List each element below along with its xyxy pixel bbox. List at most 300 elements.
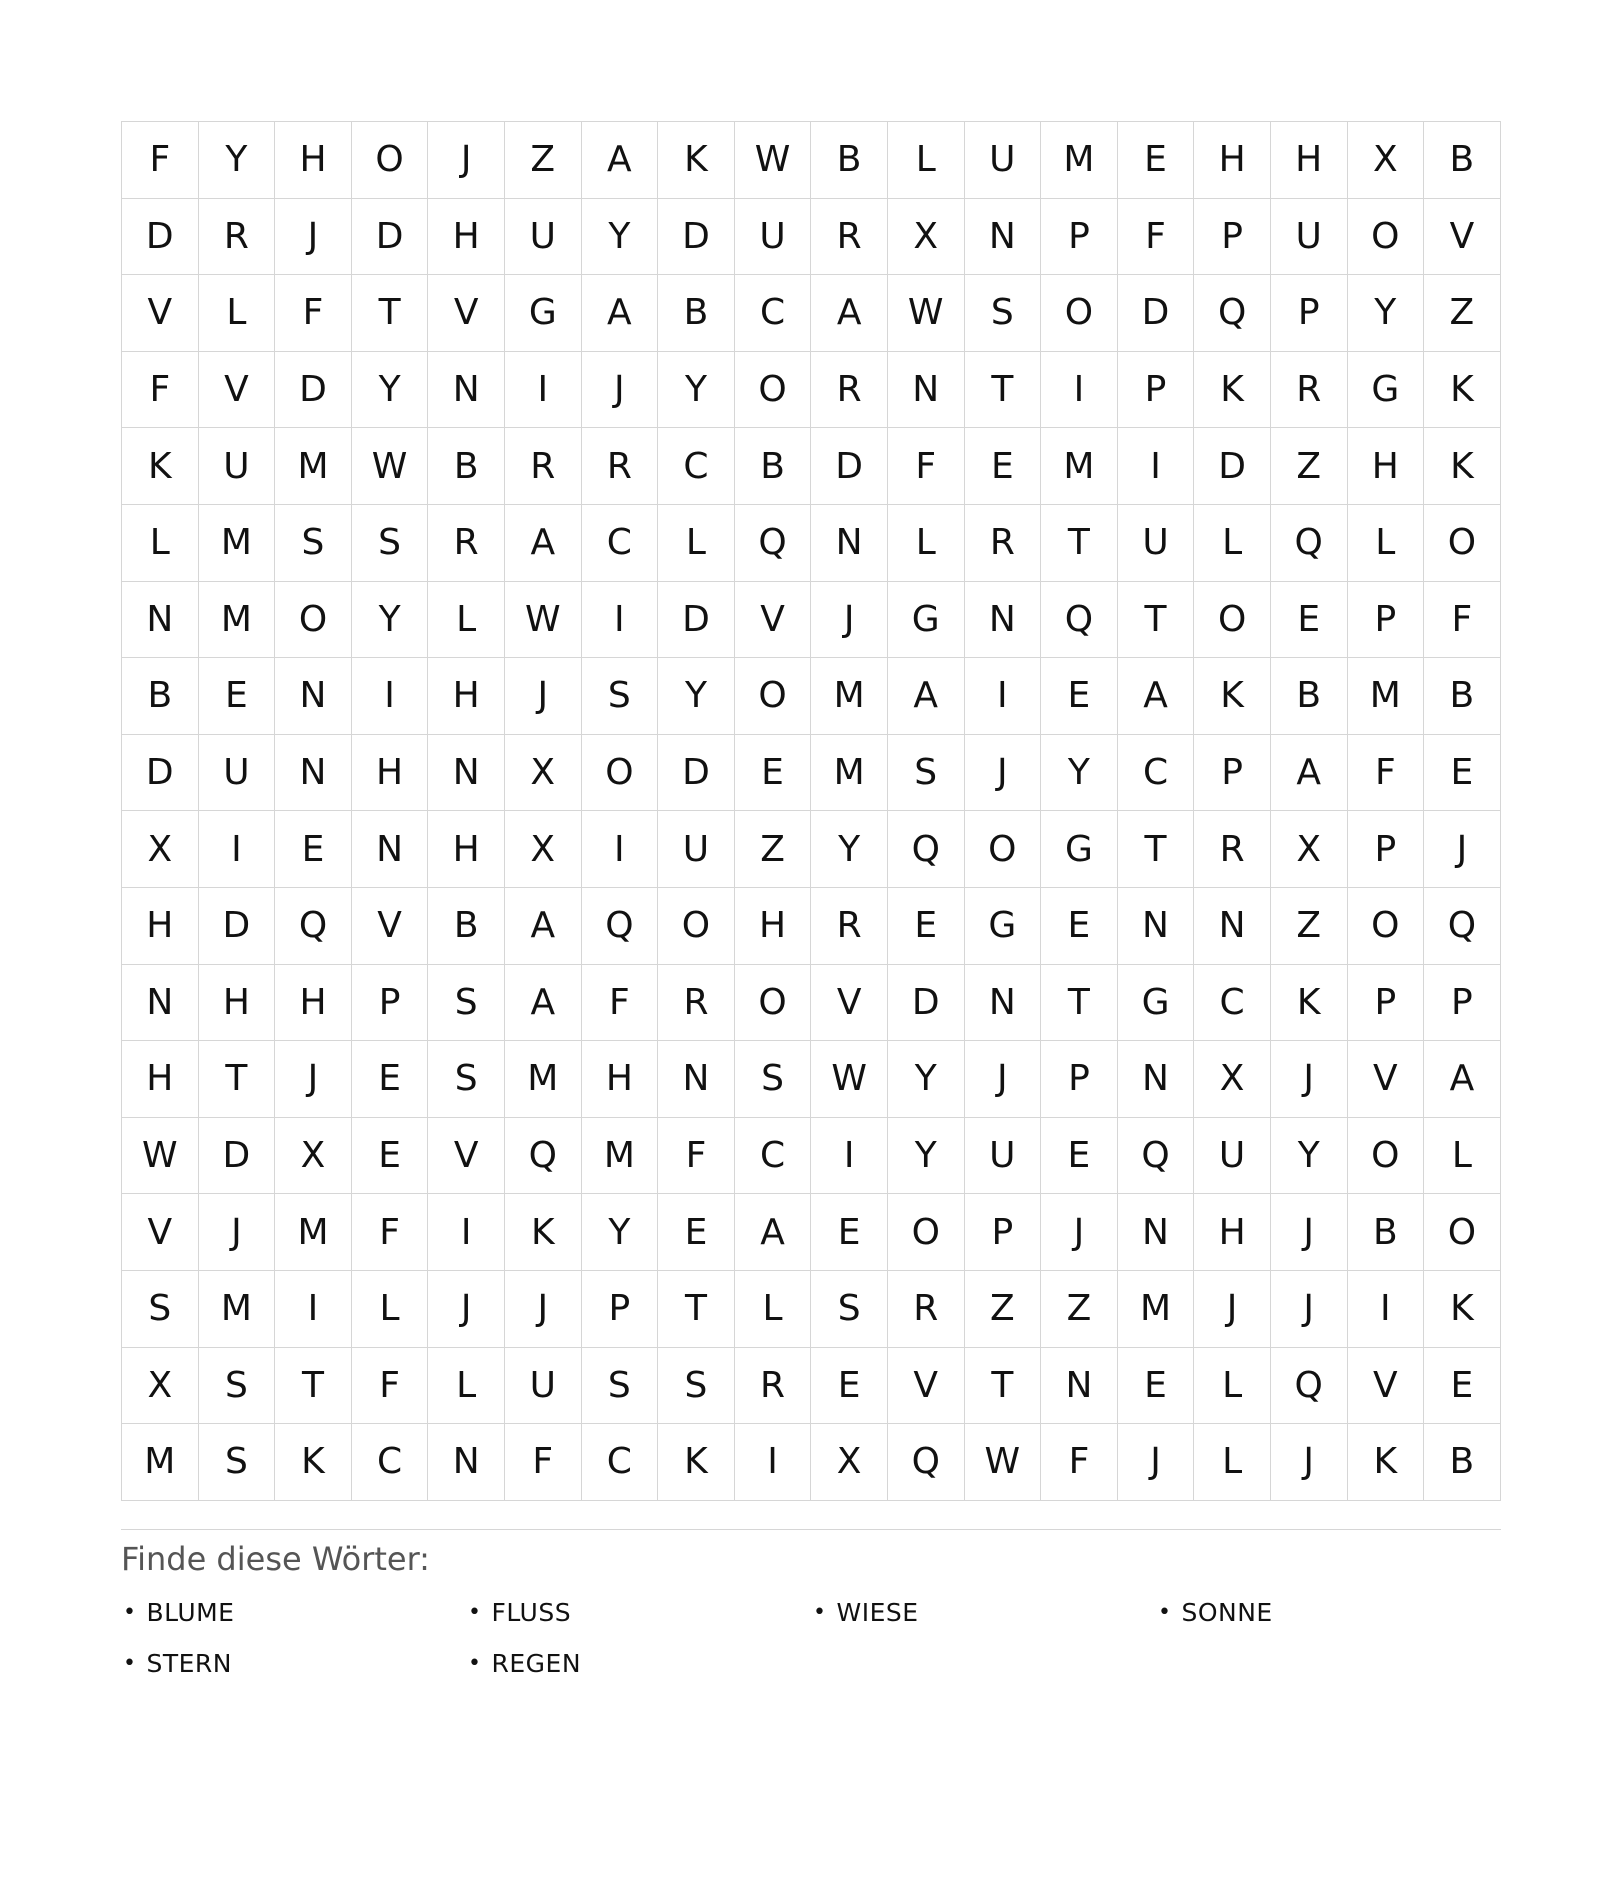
grid-cell[interactable]: Y — [658, 352, 735, 429]
grid-cell[interactable]: L — [1194, 505, 1271, 582]
grid-cell[interactable]: A — [811, 275, 888, 352]
grid-cell[interactable]: A — [1118, 658, 1195, 735]
grid-cell[interactable]: T — [275, 1348, 352, 1425]
grid-cell[interactable]: Q — [582, 888, 659, 965]
grid-cell[interactable]: D — [199, 888, 276, 965]
grid-cell[interactable]: D — [122, 199, 199, 276]
grid-cell[interactable]: Z — [1271, 888, 1348, 965]
grid-cell[interactable]: Y — [811, 811, 888, 888]
grid-cell[interactable]: J — [811, 582, 888, 659]
grid-cell[interactable]: R — [811, 352, 888, 429]
grid-cell[interactable]: O — [1194, 582, 1271, 659]
grid-cell[interactable]: I — [275, 1271, 352, 1348]
grid-cell[interactable]: D — [1194, 428, 1271, 505]
grid-cell[interactable]: X — [505, 735, 582, 812]
grid-cell[interactable]: L — [428, 582, 505, 659]
grid-cell[interactable]: V — [811, 965, 888, 1042]
grid-cell[interactable]: D — [888, 965, 965, 1042]
grid-cell[interactable]: H — [352, 735, 429, 812]
grid-cell[interactable]: O — [1348, 199, 1425, 276]
grid-cell[interactable]: A — [1424, 1041, 1501, 1118]
grid-cell[interactable]: S — [199, 1424, 276, 1501]
grid-cell[interactable]: A — [888, 658, 965, 735]
grid-cell[interactable]: X — [275, 1118, 352, 1195]
grid-cell[interactable]: N — [428, 352, 505, 429]
grid-cell[interactable]: S — [582, 658, 659, 735]
grid-cell[interactable]: G — [1118, 965, 1195, 1042]
grid-cell[interactable]: H — [122, 1041, 199, 1118]
grid-cell[interactable]: Z — [965, 1271, 1042, 1348]
grid-cell[interactable]: Y — [658, 658, 735, 735]
grid-cell[interactable]: H — [1271, 122, 1348, 199]
grid-cell[interactable]: R — [582, 428, 659, 505]
grid-cell[interactable]: J — [275, 199, 352, 276]
grid-cell[interactable]: M — [1041, 428, 1118, 505]
grid-cell[interactable]: B — [811, 122, 888, 199]
grid-cell[interactable]: D — [122, 735, 199, 812]
grid-cell[interactable]: E — [965, 428, 1042, 505]
grid-cell[interactable]: K — [122, 428, 199, 505]
grid-cell[interactable]: U — [1194, 1118, 1271, 1195]
grid-cell[interactable]: U — [1118, 505, 1195, 582]
grid-cell[interactable]: B — [1424, 122, 1501, 199]
grid-cell[interactable]: T — [658, 1271, 735, 1348]
grid-cell[interactable]: R — [658, 965, 735, 1042]
grid-cell[interactable]: F — [122, 122, 199, 199]
grid-cell[interactable]: N — [1118, 1041, 1195, 1118]
grid-cell[interactable]: V — [428, 275, 505, 352]
grid-cell[interactable]: F — [1424, 582, 1501, 659]
grid-cell[interactable]: F — [888, 428, 965, 505]
grid-cell[interactable]: M — [1041, 122, 1118, 199]
grid-cell[interactable]: D — [1118, 275, 1195, 352]
grid-cell[interactable]: E — [1424, 735, 1501, 812]
grid-cell[interactable]: B — [428, 428, 505, 505]
grid-cell[interactable]: O — [658, 888, 735, 965]
grid-cell[interactable]: L — [1348, 505, 1425, 582]
grid-cell[interactable]: U — [735, 199, 812, 276]
grid-cell[interactable]: V — [1348, 1348, 1425, 1425]
grid-cell[interactable]: P — [352, 965, 429, 1042]
grid-cell[interactable]: C — [582, 1424, 659, 1501]
grid-cell[interactable]: S — [888, 735, 965, 812]
grid-cell[interactable]: Y — [888, 1041, 965, 1118]
grid-cell[interactable]: T — [965, 1348, 1042, 1425]
grid-cell[interactable]: O — [888, 1194, 965, 1271]
grid-cell[interactable]: Q — [735, 505, 812, 582]
grid-cell[interactable]: S — [428, 1041, 505, 1118]
grid-cell[interactable]: D — [199, 1118, 276, 1195]
grid-cell[interactable]: D — [352, 199, 429, 276]
grid-cell[interactable]: A — [1271, 735, 1348, 812]
grid-cell[interactable]: I — [428, 1194, 505, 1271]
grid-cell[interactable]: O — [965, 811, 1042, 888]
grid-cell[interactable]: C — [1118, 735, 1195, 812]
grid-cell[interactable]: Q — [888, 811, 965, 888]
grid-cell[interactable]: H — [122, 888, 199, 965]
grid-cell[interactable]: P — [1118, 352, 1195, 429]
grid-cell[interactable]: B — [1424, 1424, 1501, 1501]
grid-cell[interactable]: S — [428, 965, 505, 1042]
grid-cell[interactable]: Z — [1041, 1271, 1118, 1348]
grid-cell[interactable]: Q — [1271, 505, 1348, 582]
grid-cell[interactable]: R — [965, 505, 1042, 582]
grid-cell[interactable]: D — [275, 352, 352, 429]
grid-cell[interactable]: S — [811, 1271, 888, 1348]
grid-cell[interactable]: Z — [505, 122, 582, 199]
grid-cell[interactable]: J — [428, 122, 505, 199]
grid-cell[interactable]: W — [122, 1118, 199, 1195]
grid-cell[interactable]: E — [1118, 122, 1195, 199]
grid-cell[interactable]: K — [1271, 965, 1348, 1042]
grid-cell[interactable]: H — [199, 965, 276, 1042]
grid-cell[interactable]: L — [122, 505, 199, 582]
grid-cell[interactable]: N — [122, 582, 199, 659]
grid-cell[interactable]: F — [122, 352, 199, 429]
grid-cell[interactable]: N — [1194, 888, 1271, 965]
grid-cell[interactable]: I — [965, 658, 1042, 735]
grid-cell[interactable]: J — [582, 352, 659, 429]
grid-cell[interactable]: G — [965, 888, 1042, 965]
grid-cell[interactable]: I — [1118, 428, 1195, 505]
grid-cell[interactable]: W — [735, 122, 812, 199]
grid-cell[interactable]: S — [275, 505, 352, 582]
grid-cell[interactable]: T — [1041, 505, 1118, 582]
grid-cell[interactable]: J — [1041, 1194, 1118, 1271]
grid-cell[interactable]: E — [888, 888, 965, 965]
grid-cell[interactable]: M — [275, 1194, 352, 1271]
grid-cell[interactable]: R — [1194, 811, 1271, 888]
grid-cell[interactable]: O — [1041, 275, 1118, 352]
grid-cell[interactable]: Q — [1041, 582, 1118, 659]
grid-cell[interactable]: E — [1041, 888, 1118, 965]
grid-cell[interactable]: A — [505, 888, 582, 965]
grid-cell[interactable]: A — [735, 1194, 812, 1271]
grid-cell[interactable]: B — [658, 275, 735, 352]
grid-cell[interactable]: N — [428, 735, 505, 812]
grid-cell[interactable]: G — [505, 275, 582, 352]
grid-cell[interactable]: M — [811, 658, 888, 735]
grid-cell[interactable]: J — [1271, 1271, 1348, 1348]
grid-cell[interactable]: M — [1118, 1271, 1195, 1348]
grid-cell[interactable]: K — [1348, 1424, 1425, 1501]
grid-cell[interactable]: W — [811, 1041, 888, 1118]
grid-cell[interactable]: J — [1271, 1424, 1348, 1501]
grid-cell[interactable]: E — [811, 1194, 888, 1271]
grid-cell[interactable]: O — [735, 965, 812, 1042]
grid-cell[interactable]: L — [1424, 1118, 1501, 1195]
grid-cell[interactable]: K — [658, 122, 735, 199]
grid-cell[interactable]: M — [199, 505, 276, 582]
grid-cell[interactable]: G — [1348, 352, 1425, 429]
grid-cell[interactable]: M — [199, 582, 276, 659]
grid-cell[interactable]: R — [505, 428, 582, 505]
grid-cell[interactable]: I — [199, 811, 276, 888]
grid-cell[interactable]: P — [1348, 811, 1425, 888]
grid-cell[interactable]: B — [428, 888, 505, 965]
grid-cell[interactable]: O — [582, 735, 659, 812]
grid-cell[interactable]: V — [428, 1118, 505, 1195]
grid-cell[interactable]: I — [352, 658, 429, 735]
grid-cell[interactable]: I — [1041, 352, 1118, 429]
grid-cell[interactable]: Y — [1348, 275, 1425, 352]
grid-cell[interactable]: N — [275, 735, 352, 812]
grid-cell[interactable]: E — [658, 1194, 735, 1271]
grid-cell[interactable]: D — [811, 428, 888, 505]
grid-cell[interactable]: E — [1041, 1118, 1118, 1195]
grid-cell[interactable]: F — [1348, 735, 1425, 812]
grid-cell[interactable]: W — [352, 428, 429, 505]
grid-cell[interactable]: H — [275, 965, 352, 1042]
grid-cell[interactable]: C — [582, 505, 659, 582]
grid-cell[interactable]: V — [122, 1194, 199, 1271]
grid-cell[interactable]: X — [122, 1348, 199, 1425]
grid-cell[interactable]: R — [735, 1348, 812, 1425]
grid-cell[interactable]: C — [735, 1118, 812, 1195]
grid-cell[interactable]: O — [1348, 1118, 1425, 1195]
grid-cell[interactable]: M — [1348, 658, 1425, 735]
grid-cell[interactable]: K — [658, 1424, 735, 1501]
grid-cell[interactable]: I — [1348, 1271, 1425, 1348]
grid-cell[interactable]: O — [1424, 1194, 1501, 1271]
grid-cell[interactable]: C — [735, 275, 812, 352]
grid-cell[interactable]: E — [1041, 658, 1118, 735]
grid-cell[interactable]: T — [1041, 965, 1118, 1042]
grid-cell[interactable]: C — [352, 1424, 429, 1501]
grid-cell[interactable]: J — [199, 1194, 276, 1271]
grid-cell[interactable]: P — [965, 1194, 1042, 1271]
grid-cell[interactable]: F — [658, 1118, 735, 1195]
grid-cell[interactable]: X — [122, 811, 199, 888]
grid-cell[interactable]: V — [1424, 199, 1501, 276]
grid-cell[interactable]: J — [505, 1271, 582, 1348]
grid-cell[interactable]: S — [582, 1348, 659, 1425]
grid-cell[interactable]: O — [275, 582, 352, 659]
grid-cell[interactable]: V — [735, 582, 812, 659]
grid-cell[interactable]: U — [199, 735, 276, 812]
grid-cell[interactable]: T — [1118, 582, 1195, 659]
grid-cell[interactable]: L — [352, 1271, 429, 1348]
grid-cell[interactable]: R — [811, 199, 888, 276]
grid-cell[interactable]: U — [658, 811, 735, 888]
grid-cell[interactable]: T — [352, 275, 429, 352]
grid-cell[interactable]: U — [965, 1118, 1042, 1195]
grid-cell[interactable]: K — [275, 1424, 352, 1501]
grid-cell[interactable]: C — [1194, 965, 1271, 1042]
grid-cell[interactable]: X — [1271, 811, 1348, 888]
grid-cell[interactable]: J — [1271, 1194, 1348, 1271]
grid-cell[interactable]: N — [1118, 888, 1195, 965]
grid-cell[interactable]: E — [735, 735, 812, 812]
grid-cell[interactable]: P — [1271, 275, 1348, 352]
grid-cell[interactable]: N — [1118, 1194, 1195, 1271]
grid-cell[interactable]: L — [199, 275, 276, 352]
grid-cell[interactable]: M — [122, 1424, 199, 1501]
grid-cell[interactable]: H — [1194, 122, 1271, 199]
grid-cell[interactable]: D — [658, 582, 735, 659]
grid-cell[interactable]: E — [1271, 582, 1348, 659]
grid-cell[interactable]: Q — [1271, 1348, 1348, 1425]
grid-cell[interactable]: W — [505, 582, 582, 659]
grid-cell[interactable]: W — [888, 275, 965, 352]
grid-cell[interactable]: S — [122, 1271, 199, 1348]
grid-cell[interactable]: I — [582, 582, 659, 659]
grid-cell[interactable]: N — [965, 582, 1042, 659]
grid-cell[interactable]: R — [1271, 352, 1348, 429]
grid-cell[interactable]: H — [735, 888, 812, 965]
grid-cell[interactable]: T — [965, 352, 1042, 429]
grid-cell[interactable]: P — [1348, 965, 1425, 1042]
grid-cell[interactable]: Y — [888, 1118, 965, 1195]
grid-cell[interactable]: V — [1348, 1041, 1425, 1118]
grid-cell[interactable]: H — [1348, 428, 1425, 505]
grid-cell[interactable]: N — [275, 658, 352, 735]
grid-cell[interactable]: N — [965, 965, 1042, 1042]
grid-cell[interactable]: K — [505, 1194, 582, 1271]
grid-cell[interactable]: J — [965, 735, 1042, 812]
grid-cell[interactable]: Q — [888, 1424, 965, 1501]
grid-cell[interactable]: H — [1194, 1194, 1271, 1271]
grid-cell[interactable]: Y — [1041, 735, 1118, 812]
grid-cell[interactable]: N — [658, 1041, 735, 1118]
grid-cell[interactable]: K — [1194, 658, 1271, 735]
grid-cell[interactable]: U — [1271, 199, 1348, 276]
grid-cell[interactable]: S — [735, 1041, 812, 1118]
grid-cell[interactable]: S — [658, 1348, 735, 1425]
grid-cell[interactable]: F — [352, 1194, 429, 1271]
grid-cell[interactable]: X — [811, 1424, 888, 1501]
grid-cell[interactable]: B — [735, 428, 812, 505]
grid-cell[interactable]: S — [965, 275, 1042, 352]
grid-cell[interactable]: R — [811, 888, 888, 965]
grid-cell[interactable]: K — [1424, 428, 1501, 505]
grid-cell[interactable]: Y — [352, 352, 429, 429]
grid-cell[interactable]: R — [428, 505, 505, 582]
grid-cell[interactable]: Q — [1194, 275, 1271, 352]
grid-cell[interactable]: B — [1424, 658, 1501, 735]
grid-cell[interactable]: P — [1194, 735, 1271, 812]
grid-cell[interactable]: N — [811, 505, 888, 582]
grid-cell[interactable]: Y — [582, 199, 659, 276]
grid-cell[interactable]: O — [352, 122, 429, 199]
grid-cell[interactable]: J — [1271, 1041, 1348, 1118]
grid-cell[interactable]: K — [1424, 1271, 1501, 1348]
grid-cell[interactable]: V — [199, 352, 276, 429]
grid-cell[interactable]: V — [888, 1348, 965, 1425]
grid-cell[interactable]: J — [505, 658, 582, 735]
grid-cell[interactable]: T — [1118, 811, 1195, 888]
grid-cell[interactable]: N — [888, 352, 965, 429]
grid-cell[interactable]: I — [735, 1424, 812, 1501]
grid-cell[interactable]: M — [275, 428, 352, 505]
grid-cell[interactable]: K — [1194, 352, 1271, 429]
grid-cell[interactable]: S — [199, 1348, 276, 1425]
grid-cell[interactable]: F — [582, 965, 659, 1042]
grid-cell[interactable]: E — [811, 1348, 888, 1425]
grid-cell[interactable]: O — [1424, 505, 1501, 582]
grid-cell[interactable]: A — [505, 505, 582, 582]
grid-cell[interactable]: R — [199, 199, 276, 276]
grid-cell[interactable]: Q — [275, 888, 352, 965]
grid-cell[interactable]: E — [1118, 1348, 1195, 1425]
grid-cell[interactable]: P — [1041, 1041, 1118, 1118]
grid-cell[interactable]: B — [122, 658, 199, 735]
grid-cell[interactable]: A — [582, 275, 659, 352]
grid-cell[interactable]: O — [1348, 888, 1425, 965]
grid-cell[interactable]: Y — [199, 122, 276, 199]
grid-cell[interactable]: T — [199, 1041, 276, 1118]
grid-cell[interactable]: F — [352, 1348, 429, 1425]
grid-cell[interactable]: E — [199, 658, 276, 735]
grid-cell[interactable]: H — [428, 199, 505, 276]
grid-cell[interactable]: E — [352, 1118, 429, 1195]
grid-cell[interactable]: J — [428, 1271, 505, 1348]
grid-cell[interactable]: E — [275, 811, 352, 888]
grid-cell[interactable]: H — [275, 122, 352, 199]
grid-cell[interactable]: L — [888, 122, 965, 199]
grid-cell[interactable]: L — [1194, 1348, 1271, 1425]
grid-cell[interactable]: Q — [1118, 1118, 1195, 1195]
grid-cell[interactable]: M — [199, 1271, 276, 1348]
grid-cell[interactable]: J — [1194, 1271, 1271, 1348]
grid-cell[interactable]: E — [352, 1041, 429, 1118]
grid-cell[interactable]: E — [1424, 1348, 1501, 1425]
grid-cell[interactable]: J — [1424, 811, 1501, 888]
grid-cell[interactable]: A — [582, 122, 659, 199]
grid-cell[interactable]: R — [888, 1271, 965, 1348]
grid-cell[interactable]: F — [1041, 1424, 1118, 1501]
grid-cell[interactable]: I — [582, 811, 659, 888]
grid-cell[interactable]: P — [1041, 199, 1118, 276]
grid-cell[interactable]: Y — [352, 582, 429, 659]
grid-cell[interactable]: K — [1424, 352, 1501, 429]
grid-cell[interactable]: U — [199, 428, 276, 505]
grid-cell[interactable]: M — [505, 1041, 582, 1118]
grid-cell[interactable]: Q — [505, 1118, 582, 1195]
grid-cell[interactable]: F — [505, 1424, 582, 1501]
grid-cell[interactable]: Z — [1424, 275, 1501, 352]
grid-cell[interactable]: F — [275, 275, 352, 352]
grid-cell[interactable]: D — [658, 199, 735, 276]
grid-cell[interactable]: L — [658, 505, 735, 582]
grid-cell[interactable]: S — [352, 505, 429, 582]
grid-cell[interactable]: I — [811, 1118, 888, 1195]
grid-cell[interactable]: U — [505, 199, 582, 276]
grid-cell[interactable]: V — [122, 275, 199, 352]
grid-cell[interactable]: H — [582, 1041, 659, 1118]
grid-cell[interactable]: N — [352, 811, 429, 888]
grid-cell[interactable]: B — [1271, 658, 1348, 735]
grid-cell[interactable]: O — [735, 352, 812, 429]
grid-cell[interactable]: N — [428, 1424, 505, 1501]
grid-cell[interactable]: P — [1348, 582, 1425, 659]
grid-cell[interactable]: L — [735, 1271, 812, 1348]
grid-cell[interactable]: X — [1194, 1041, 1271, 1118]
grid-cell[interactable]: B — [1348, 1194, 1425, 1271]
grid-cell[interactable]: L — [888, 505, 965, 582]
grid-cell[interactable]: X — [888, 199, 965, 276]
grid-cell[interactable]: M — [811, 735, 888, 812]
grid-cell[interactable]: P — [1424, 965, 1501, 1042]
grid-cell[interactable]: G — [1041, 811, 1118, 888]
grid-cell[interactable]: F — [1118, 199, 1195, 276]
grid-cell[interactable]: J — [965, 1041, 1042, 1118]
grid-cell[interactable]: V — [352, 888, 429, 965]
grid-cell[interactable]: N — [965, 199, 1042, 276]
grid-cell[interactable]: P — [582, 1271, 659, 1348]
grid-cell[interactable]: P — [1194, 199, 1271, 276]
grid-cell[interactable]: Z — [735, 811, 812, 888]
